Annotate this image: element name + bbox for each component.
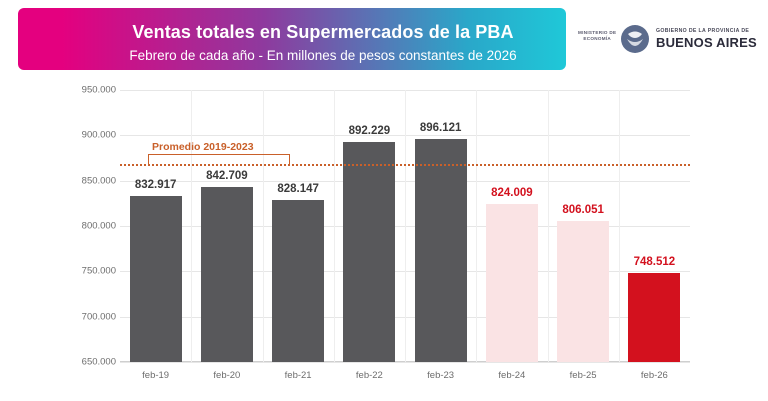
x-axis-tick-label: feb-21 <box>284 370 312 381</box>
x-axis-tick-label: feb-25 <box>569 370 597 381</box>
bar-value-label: 892.229 <box>348 125 391 138</box>
x-axis-tick-label: feb-23 <box>427 370 455 381</box>
y-axis-tick-label: 850.000 <box>81 175 116 187</box>
y-axis-tick-label: 650.000 <box>81 356 116 368</box>
y-axis-tick-label: 950.000 <box>81 84 116 96</box>
average-line-label: Promedio 2019-2023 <box>152 140 254 153</box>
chart-header <box>0 0 768 78</box>
x-axis-labels <box>120 366 690 390</box>
y-axis-tick-label: 750.000 <box>81 265 116 277</box>
category-separator <box>334 90 335 362</box>
x-axis-tick-label: feb-24 <box>498 370 526 381</box>
category-separator <box>191 90 192 362</box>
bar[interactable] <box>628 255 680 362</box>
pba-logo-line1: GOBIERNO DE LA PROVINCIA DE <box>656 28 750 34</box>
header-banner <box>18 8 566 70</box>
bar[interactable] <box>272 183 324 362</box>
x-axis-tick-label: feb-22 <box>355 370 383 381</box>
average-label-bracket <box>148 154 290 165</box>
bar[interactable] <box>557 203 609 362</box>
category-separator <box>548 90 549 362</box>
bar[interactable] <box>130 179 182 362</box>
bar[interactable] <box>486 187 538 362</box>
category-separator <box>619 90 620 362</box>
ministry-logo-line2: ECONOMÍA <box>583 36 612 41</box>
category-separator <box>476 90 477 362</box>
bar-value-label: 824.009 <box>491 187 533 200</box>
gridline <box>120 362 690 363</box>
x-axis-tick-label: feb-19 <box>142 370 170 381</box>
bar-value-label: 896.121 <box>419 121 462 134</box>
y-axis-tick-label: 900.000 <box>81 129 116 141</box>
page-subtitle: Febrero de cada año - En millones de pesos constantes de 2026 <box>129 48 517 63</box>
bar-value-label: 748.512 <box>633 255 676 268</box>
plot-area <box>120 90 690 362</box>
bar-value-label: 842.709 <box>206 170 248 183</box>
bar-value-label: 828.147 <box>277 183 319 196</box>
page-title: Ventas totales en Supermercados de la PBA <box>132 22 514 42</box>
y-axis-tick-label: 700.000 <box>81 311 116 323</box>
bar-chart <box>0 78 768 401</box>
x-axis-tick-label: feb-20 <box>213 370 241 381</box>
buenos-aires-logo <box>620 24 757 54</box>
bar-value-label: 806.051 <box>562 203 604 216</box>
pba-logo-text <box>656 28 757 50</box>
y-axis-labels <box>60 84 116 368</box>
bar-value-label: 832.917 <box>134 179 177 192</box>
pba-emblem-icon <box>620 24 650 54</box>
bar[interactable] <box>415 121 467 362</box>
x-axis-tick-label: feb-26 <box>640 370 668 381</box>
category-separator <box>263 90 264 362</box>
ministry-logo-line1: MINISTERIO DE <box>578 30 617 35</box>
y-axis-tick-label: 800.000 <box>81 220 116 232</box>
ministry-logo <box>578 30 616 42</box>
bar[interactable] <box>201 170 253 362</box>
pba-logo-line2: BUENOS AIRES <box>656 35 757 50</box>
bar[interactable] <box>343 125 395 362</box>
category-separator <box>405 90 406 362</box>
